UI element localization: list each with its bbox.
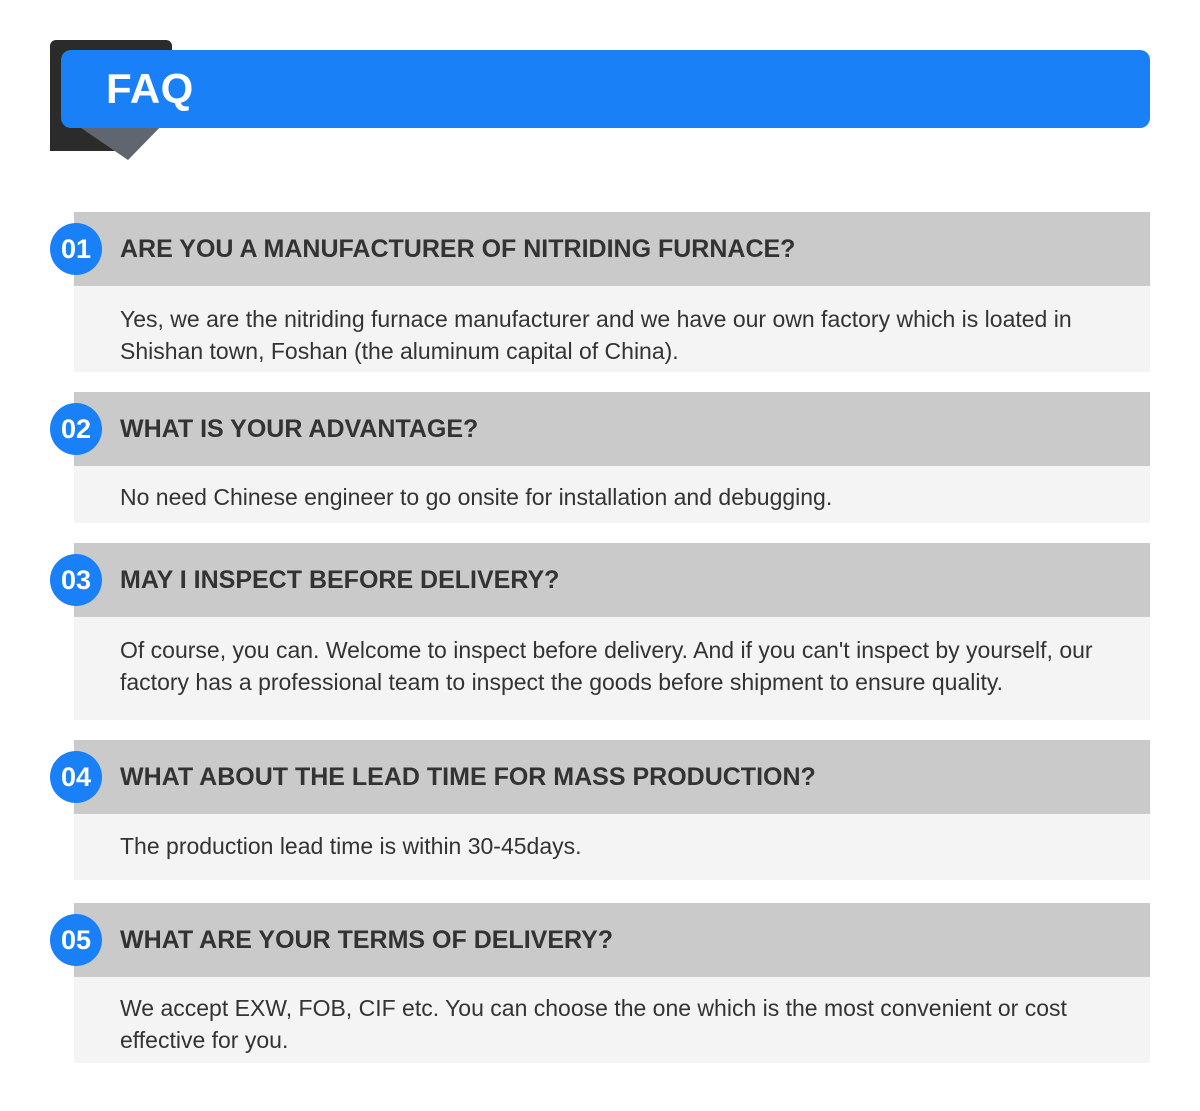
question-text: WHAT ABOUT THE LEAD TIME FOR MASS PRODUCTION? (120, 763, 816, 791)
question-text: ARE YOU A MANUFACTURER OF NITRIDING FURNACE? (120, 235, 796, 263)
header-bar (61, 50, 1150, 128)
answer-box (74, 466, 1150, 523)
answer-box (74, 617, 1150, 720)
question-bar (74, 392, 1150, 466)
answer-box (74, 286, 1150, 372)
question-bar (74, 903, 1150, 977)
faq-header (50, 40, 1150, 151)
number-badge: 05 (50, 914, 102, 966)
number-badge: 04 (50, 751, 102, 803)
answer-text: Of course, you can. Welcome to inspect before delivery. And if you can't inspect by yourself, our factory has a professional team to inspect the goods before shipment to ensure quality. (120, 637, 1093, 695)
answer-text: No need Chinese engineer to go onsite for installation and debugging. (120, 484, 833, 510)
number-badge: 01 (50, 223, 102, 275)
answer-text: The production lead time is within 30-45days. (120, 833, 582, 859)
page-title: FAQ (106, 65, 194, 112)
number-badge: 02 (50, 403, 102, 455)
answer-text: Yes, we are the nitriding furnace manufacturer and we have our own factory which is loated in Shishan town, Foshan (the aluminum capital of China). (120, 306, 1072, 364)
answer-box (74, 814, 1150, 880)
question-bar (74, 543, 1150, 617)
answer-text: We accept EXW, FOB, CIF etc. You can choose the one which is the most convenient or cost effective for you. (120, 995, 1067, 1053)
question-bar (74, 740, 1150, 814)
question-text: WHAT ARE YOUR TERMS OF DELIVERY? (120, 926, 614, 954)
number-badge: 03 (50, 554, 102, 606)
question-text: WHAT IS YOUR ADVANTAGE? (120, 415, 479, 443)
answer-box (74, 977, 1150, 1063)
question-text: MAY I INSPECT BEFORE DELIVERY? (120, 566, 560, 594)
question-bar (74, 212, 1150, 286)
